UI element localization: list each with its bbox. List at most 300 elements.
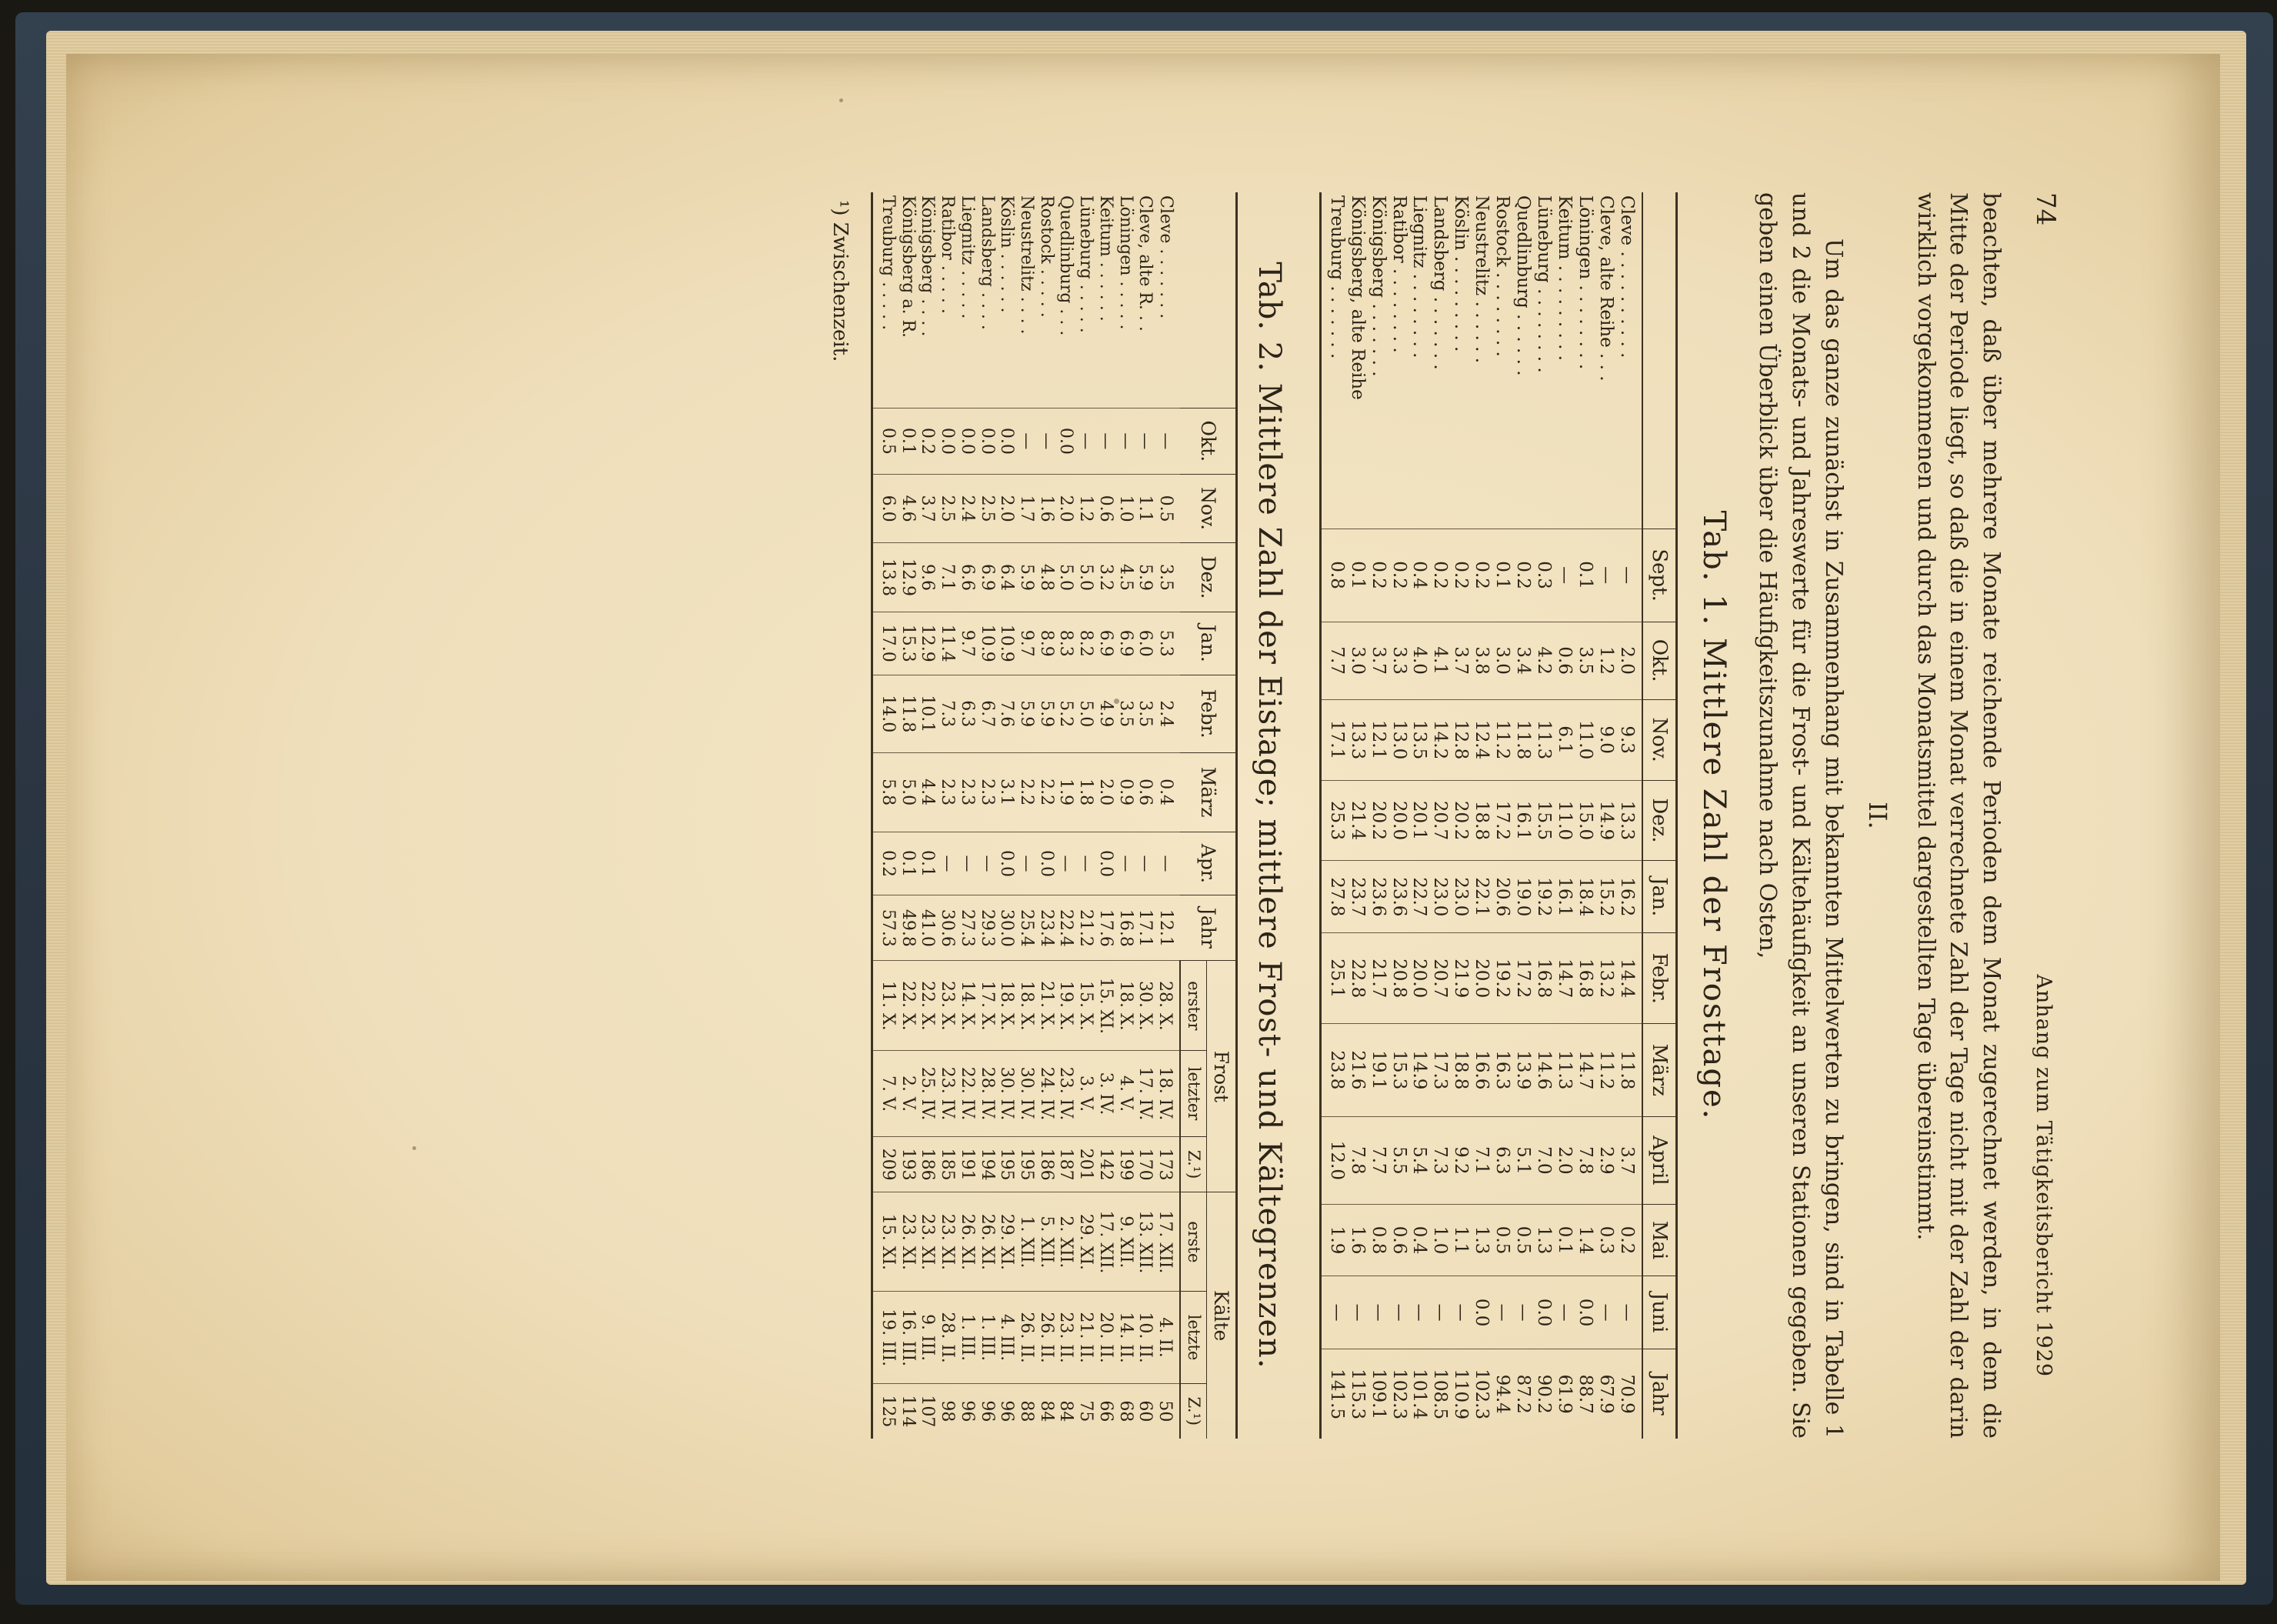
station-name: Keitum . . . . . . . . . xyxy=(1554,195,1575,361)
table-cell: — xyxy=(1450,1276,1471,1349)
table-cell: 10.9 xyxy=(977,612,997,675)
table-cell: — xyxy=(1056,832,1076,895)
table-cell: 0.3 xyxy=(1533,529,1554,622)
table-cell: 22. IV. xyxy=(957,1051,977,1137)
table-cell: 19.2 xyxy=(1533,861,1554,933)
table-cell: 0.0 xyxy=(1575,1276,1595,1349)
table-cell: 84 xyxy=(1056,1383,1076,1439)
station-name: Neustrelitz . . . . . . xyxy=(1472,195,1492,364)
table-cell: 11.4 xyxy=(937,612,957,675)
table-cell: 8.3 xyxy=(1056,612,1076,675)
table-cell: — xyxy=(1155,408,1180,474)
table-row xyxy=(1429,192,1450,1439)
table-cell: 2.4 xyxy=(957,474,977,542)
table-row xyxy=(1347,192,1368,1439)
table-cell: 29. XI. xyxy=(1075,1192,1095,1292)
table-cell: — xyxy=(1095,408,1115,474)
table-cell: 187 xyxy=(1056,1136,1076,1192)
table2-month-header: Okt. xyxy=(1180,408,1236,474)
table-cell: 6.3 xyxy=(957,675,977,752)
table-cell: 3.5 xyxy=(1115,675,1135,752)
table-cell: 23.0 xyxy=(1450,861,1471,933)
table-cell: 14.2 xyxy=(1429,699,1450,780)
table-cell: 23.4 xyxy=(1036,895,1056,961)
table-row xyxy=(1554,192,1575,1439)
table-cell: 19.0 xyxy=(1512,861,1533,933)
table-cell: 15.3 xyxy=(898,612,918,675)
page-number: 74 xyxy=(2030,192,2061,226)
table-cell: 17.2 xyxy=(1492,780,1512,861)
table-cell: 0.0 xyxy=(997,832,1017,895)
table-cell: 30.0 xyxy=(997,895,1017,961)
table-cell: 13. XII. xyxy=(1135,1192,1155,1292)
table-cell: — xyxy=(937,832,957,895)
table-cell: 110.9 xyxy=(1450,1349,1471,1439)
table-cell: 14.6 xyxy=(1533,1024,1554,1116)
table-cell: 13.0 xyxy=(1389,699,1409,780)
table-cell: 20.6 xyxy=(1492,861,1512,933)
table-cell: 3. IV. xyxy=(1095,1051,1115,1137)
table-cell: 173 xyxy=(1155,1136,1180,1192)
table1-header: Febr. xyxy=(1642,933,1677,1024)
table-cell: 0.6 xyxy=(1095,474,1115,542)
table-cell: 18.4 xyxy=(1575,861,1595,933)
table-cell: 191 xyxy=(957,1136,977,1192)
table-cell: 14.0 xyxy=(872,675,898,752)
table-cell: 2.2 xyxy=(1036,752,1056,832)
table1-header: Sept. xyxy=(1642,529,1677,622)
table-cell: 186 xyxy=(918,1136,938,1192)
table-cell: 26. II. xyxy=(1036,1292,1056,1383)
table-cell: 21.2 xyxy=(1075,895,1095,961)
table-cell: 1.4 xyxy=(1575,1205,1595,1276)
table-cell: 0.1 xyxy=(1492,529,1512,622)
table-cell: 2.0 xyxy=(997,474,1017,542)
station-name: Ratibor . . . . . xyxy=(938,195,958,314)
table-cell: 19.1 xyxy=(1368,1024,1389,1116)
table-cell: 21.6 xyxy=(1347,1024,1368,1116)
table-cell: 84 xyxy=(1036,1383,1056,1439)
table-cell: 1.2 xyxy=(1075,474,1095,542)
table-row xyxy=(937,192,957,1439)
table-cell: 14.9 xyxy=(1409,1024,1430,1116)
table-cell: 115.3 xyxy=(1347,1349,1368,1439)
table-cell: 141.5 xyxy=(1320,1349,1346,1439)
table-cell: 18. X. xyxy=(1115,961,1135,1051)
table-row xyxy=(918,192,938,1439)
table-cell: 57.3 xyxy=(872,895,898,961)
table-cell: 5.1 xyxy=(1512,1116,1533,1205)
table-cell: 3.2 xyxy=(1095,543,1115,612)
table-cell: 199 xyxy=(1115,1136,1135,1192)
table-cell: — xyxy=(1135,832,1155,895)
table-cell: 5.9 xyxy=(1016,543,1036,612)
station-name: Löningen . . . . . xyxy=(1115,195,1135,330)
table-cell: 25.3 xyxy=(1320,780,1346,861)
table-cell: 0.0 xyxy=(1036,832,1056,895)
table-cell: 17. XII. xyxy=(1155,1192,1180,1292)
table-cell: 67.9 xyxy=(1595,1349,1616,1439)
table-cell: — xyxy=(957,832,977,895)
station-name: Liegnitz . . . . . xyxy=(957,195,977,319)
station-name: Löningen . . . . . . . . xyxy=(1575,195,1595,370)
table-cell: 3.3 xyxy=(1389,622,1409,699)
table-cell: 26. II. xyxy=(1016,1292,1036,1383)
frost-header: Frost xyxy=(1206,961,1236,1192)
table-cell: 17.1 xyxy=(1135,895,1155,961)
table-row xyxy=(1155,192,1180,1439)
table-cell: 0.6 xyxy=(1554,622,1575,699)
table-cell: — xyxy=(1409,1276,1430,1349)
table-cell: 30. IV. xyxy=(997,1051,1017,1137)
table-cell: 2.0 xyxy=(1056,474,1076,542)
table-cell: 13.5 xyxy=(1409,699,1430,780)
table-cell: 12.1 xyxy=(1155,895,1180,961)
table-cell: 1.2 xyxy=(1595,622,1616,699)
table-cell: 15.0 xyxy=(1575,780,1595,861)
table-cell: 1.1 xyxy=(1450,1205,1471,1276)
table-cell: 10. II. xyxy=(1135,1292,1155,1383)
table-cell: 3.7 xyxy=(1368,622,1389,699)
table-cell: 125 xyxy=(872,1383,898,1439)
table-cell: 9.7 xyxy=(1016,612,1036,675)
frost-subheader: letzter xyxy=(1180,1051,1206,1137)
table-cell: 68 xyxy=(1115,1383,1135,1439)
frost-subheader: erster xyxy=(1180,961,1206,1051)
table-row xyxy=(1135,192,1155,1439)
table-cell: 16. III. xyxy=(898,1292,918,1383)
table-cell: 20.2 xyxy=(1450,780,1471,861)
table1-header: April xyxy=(1642,1116,1677,1205)
table-cell: 19. X. xyxy=(1056,961,1076,1051)
table-cell: 186 xyxy=(1036,1136,1056,1192)
table-cell: 23. IV. xyxy=(1056,1051,1076,1137)
running-head xyxy=(2027,192,2064,1439)
table-cell: 16.1 xyxy=(1554,861,1575,933)
table-cell: 9. III. xyxy=(918,1292,938,1383)
table-cell: 3.5 xyxy=(1575,622,1595,699)
table-cell: 23.6 xyxy=(1389,861,1409,933)
table-cell: 0.2 xyxy=(1450,529,1471,622)
station-name: Cleve, alte R. . . xyxy=(1135,195,1155,332)
table-row xyxy=(1075,192,1095,1439)
table-cell: 15. XI. xyxy=(1095,961,1115,1051)
table-cell: 19. III. xyxy=(872,1292,898,1383)
table-cell: 0.6 xyxy=(1135,752,1155,832)
table-cell: 29.3 xyxy=(977,895,997,961)
kaelte-subheader: letzte xyxy=(1180,1292,1206,1383)
table-cell: 6.9 xyxy=(977,543,997,612)
table-cell: 66 xyxy=(1095,1383,1115,1439)
table-cell: 4.9 xyxy=(1095,675,1115,752)
table-row xyxy=(1512,192,1533,1439)
table-cell: 60 xyxy=(1135,1383,1155,1439)
table-cell: 6.4 xyxy=(997,543,1017,612)
table-cell: 17.1 xyxy=(1320,699,1346,780)
table-cell: 21. II. xyxy=(1075,1292,1095,1383)
table-cell: — xyxy=(1036,408,1056,474)
table-cell: 0.2 xyxy=(872,832,898,895)
station-name: Königsberg a. R. xyxy=(898,195,918,338)
table-cell: 23. X. xyxy=(937,961,957,1051)
table-cell: — xyxy=(1347,1276,1368,1349)
table-cell: 194 xyxy=(977,1136,997,1192)
table-cell: 20.1 xyxy=(1409,780,1430,861)
table-row xyxy=(1095,192,1115,1439)
table-cell: 22.7 xyxy=(1409,861,1430,933)
station-name: Königsberg, alte Reihe xyxy=(1347,195,1368,400)
table-cell: 20.7 xyxy=(1429,933,1450,1024)
table-cell: 15.2 xyxy=(1595,861,1616,933)
table-cell: 11. X. xyxy=(872,961,898,1051)
table-cell: 2.0 xyxy=(1616,622,1642,699)
table-row xyxy=(1595,192,1616,1439)
table-cell: — xyxy=(1368,1276,1389,1349)
table-cell: 3.7 xyxy=(1616,1116,1642,1205)
table-cell: 0.2 xyxy=(1471,529,1492,622)
table-cell: 15. X. xyxy=(1075,961,1095,1051)
table-cell: 27.8 xyxy=(1320,861,1346,933)
table-cell: 2. V. xyxy=(898,1051,918,1137)
table-cell: 12.1 xyxy=(1368,699,1389,780)
table-cell: 13.3 xyxy=(1347,699,1368,780)
table2-caption: Tab. 2. Mittlere Zahl der Eistage; mittlere Frost- und Kältegrenzen. xyxy=(1251,262,1287,1369)
station-name: Keitum . . . . . . xyxy=(1095,195,1115,322)
table-cell: 23. II. xyxy=(1056,1292,1076,1383)
table-cell: 30. X. xyxy=(1135,961,1155,1051)
table-cell: 27.3 xyxy=(957,895,977,961)
table-cell: 102.3 xyxy=(1471,1349,1492,1439)
table-cell: 6.0 xyxy=(872,474,898,542)
table-cell: — xyxy=(977,832,997,895)
table-cell: 22. X. xyxy=(918,961,938,1051)
table-cell: 23.8 xyxy=(1320,1024,1346,1116)
table-cell: 21. X. xyxy=(1036,961,1056,1051)
table-cell: 1.8 xyxy=(1075,752,1095,832)
table-row xyxy=(1616,192,1642,1439)
table-row xyxy=(1450,192,1471,1439)
table-cell: — xyxy=(1492,1276,1512,1349)
table-cell: 6.1 xyxy=(1554,699,1575,780)
table-cell: 0.1 xyxy=(1575,529,1595,622)
table-cell: 7.7 xyxy=(1320,622,1346,699)
table-cell: 16.8 xyxy=(1115,895,1135,961)
station-name: Cleve . . . . . . . xyxy=(1155,195,1175,319)
table-cell: 9.0 xyxy=(1595,699,1616,780)
table1-header xyxy=(1642,192,1677,529)
table-cell: 0.0 xyxy=(957,408,977,474)
table-cell: 4. II. xyxy=(1155,1292,1180,1383)
table-cell: 0.8 xyxy=(1368,1205,1389,1276)
table-cell: 1.9 xyxy=(1320,1205,1346,1276)
table-cell: 21.7 xyxy=(1368,933,1389,1024)
table2-month-header: Jan. xyxy=(1180,612,1236,675)
table2-month-header: März xyxy=(1180,752,1236,832)
table-row xyxy=(957,192,977,1439)
frost-days-table xyxy=(1319,192,1678,1439)
table-cell: 3. V. xyxy=(1075,1051,1095,1137)
table-cell: 5.0 xyxy=(1075,543,1095,612)
station-name: Ratibor . . . . . . . . xyxy=(1389,195,1409,353)
table-cell: 23. XI. xyxy=(898,1192,918,1292)
section-paragraph: Um das ganze zunächst in Zusammenhang mit bekannten Mittelwerten zu bringen, sind in Tabelle 1 und 2 die Monats- und Jahreswerte für die Frost- und Kältehäufigkeit an unseren Stationen gegeben. Sie geben einen Überblick über die Häufigkeitszunahme nach Osten, xyxy=(1754,192,1847,1439)
table-row xyxy=(1471,192,1492,1439)
table-cell: 195 xyxy=(1016,1136,1036,1192)
table-cell: 3.4 xyxy=(1512,622,1533,699)
table-cell: 12.8 xyxy=(1450,699,1471,780)
table-cell: 15. XI. xyxy=(872,1192,898,1292)
table-cell: 26. XI. xyxy=(977,1192,997,1292)
table-cell: — xyxy=(1115,832,1135,895)
table-cell: 0.0 xyxy=(1095,832,1115,895)
table-cell: 108.5 xyxy=(1429,1349,1450,1439)
table-cell: 209 xyxy=(872,1136,898,1192)
table-cell: 4.5 xyxy=(1115,543,1135,612)
table-cell: 14. X. xyxy=(957,961,977,1051)
table-cell: 18.8 xyxy=(1471,780,1492,861)
table-row xyxy=(1056,192,1076,1439)
table-cell: 17. X. xyxy=(977,961,997,1051)
table-cell: 5.9 xyxy=(1036,675,1056,752)
table-cell: 7.3 xyxy=(1429,1116,1450,1205)
table-cell: 7. V. xyxy=(872,1051,898,1137)
table-cell: 17.0 xyxy=(872,612,898,675)
table-cell: 29. XI. xyxy=(997,1192,1017,1292)
table-cell: 170 xyxy=(1135,1136,1155,1192)
table-cell: — xyxy=(1155,832,1180,895)
table-cell: — xyxy=(1320,1276,1346,1349)
table-cell: 8.9 xyxy=(1036,612,1056,675)
table-cell: 193 xyxy=(898,1136,918,1192)
table-cell: 88 xyxy=(1016,1383,1036,1439)
table-cell: 20.0 xyxy=(1471,933,1492,1024)
table-cell: 6.3 xyxy=(1492,1116,1512,1205)
kaelte-subheader: erste xyxy=(1180,1192,1206,1292)
table-cell: 1.0 xyxy=(1429,1205,1450,1276)
table-cell: 101.4 xyxy=(1409,1349,1430,1439)
table-cell: 15.3 xyxy=(1389,1024,1409,1116)
station-name: Köslin . . . . . . xyxy=(997,195,1017,313)
table-cell: 13.8 xyxy=(872,543,898,612)
table-cell: 96 xyxy=(997,1383,1017,1439)
table-cell: 23. IV. xyxy=(937,1051,957,1137)
table-cell: 96 xyxy=(957,1383,977,1439)
table-cell: 11.2 xyxy=(1595,1024,1616,1116)
table-cell: — xyxy=(1075,408,1095,474)
table-cell: 17.2 xyxy=(1512,933,1533,1024)
table-cell: 20.2 xyxy=(1368,780,1389,861)
table-cell: 6.6 xyxy=(957,543,977,612)
station-name: Königsberg . . . . xyxy=(918,195,938,337)
table-cell: 0.3 xyxy=(1595,1205,1616,1276)
table-cell: 1.0 xyxy=(1115,474,1135,542)
table-cell: 3.8 xyxy=(1471,622,1492,699)
table-cell: 5.0 xyxy=(1075,675,1095,752)
table-cell: 23.6 xyxy=(1368,861,1389,933)
table-cell: 7.1 xyxy=(1471,1116,1492,1205)
table-cell: 2.3 xyxy=(937,752,957,832)
table-cell: 2.4 xyxy=(1155,675,1180,752)
table-cell: 5. XII. xyxy=(1036,1192,1056,1292)
station-name: Quedlinburg . . . . . . xyxy=(1513,195,1533,376)
table2-month-header: Nov. xyxy=(1180,474,1236,542)
table-cell: 0.8 xyxy=(1320,529,1346,622)
table-cell: — xyxy=(1389,1276,1409,1349)
table1-header: Jahr xyxy=(1642,1349,1677,1439)
table-row xyxy=(898,192,918,1439)
table2-month-header: Jahr xyxy=(1180,895,1236,961)
table-cell: 17.3 xyxy=(1429,1024,1450,1116)
table2-month-header: Dez. xyxy=(1180,543,1236,612)
table-cell: 1.1 xyxy=(1135,474,1155,542)
table-cell: 16.2 xyxy=(1616,861,1642,933)
table-cell: 4.8 xyxy=(1036,543,1056,612)
table-cell: 26. XI. xyxy=(957,1192,977,1292)
table-cell: 4.6 xyxy=(898,474,918,542)
table-cell: 49.8 xyxy=(898,895,918,961)
table-cell: 19.2 xyxy=(1492,933,1512,1024)
table-cell: 4. III. xyxy=(997,1292,1017,1383)
table-cell: 11.8 xyxy=(1512,699,1533,780)
table-cell: 7.7 xyxy=(1368,1116,1389,1205)
station-name: Cleve . . . . . . . . . . xyxy=(1616,195,1637,358)
table-cell: 50 xyxy=(1155,1383,1180,1439)
table-cell: 10.1 xyxy=(918,675,938,752)
table-cell: 3.5 xyxy=(1135,675,1155,752)
station-name: Köslin . . . . . . . . . xyxy=(1451,195,1472,352)
table-cell: 4.1 xyxy=(1429,622,1450,699)
table1-header: Jan. xyxy=(1642,861,1677,933)
table-row xyxy=(1575,192,1595,1439)
table-cell: 11.8 xyxy=(898,675,918,752)
page-content xyxy=(218,192,2064,1439)
table1-header: Juni xyxy=(1642,1276,1677,1349)
table-cell: 9. XII. xyxy=(1115,1192,1135,1292)
table-cell: 8.2 xyxy=(1075,612,1095,675)
table-row xyxy=(872,192,898,1439)
table-cell: — xyxy=(1016,832,1036,895)
table-cell: 7.6 xyxy=(997,675,1017,752)
table1-header: März xyxy=(1642,1024,1677,1116)
table-cell: 17. XII. xyxy=(1095,1192,1115,1292)
running-head-title: Anhang zum Tätigkeitsbericht 1929 xyxy=(2032,974,2055,1377)
table-cell: 12.9 xyxy=(918,612,938,675)
table-cell: 1.7 xyxy=(1016,474,1036,542)
section-number: II. xyxy=(1862,802,1892,829)
table-cell: 0.0 xyxy=(1056,408,1076,474)
table-cell: 9.3 xyxy=(1616,699,1642,780)
table-cell: 13.9 xyxy=(1512,1024,1533,1116)
table-cell: 0.0 xyxy=(937,408,957,474)
table-cell: 0.4 xyxy=(1409,529,1430,622)
table-cell: 18.8 xyxy=(1450,1024,1471,1116)
table-cell: 30. IV. xyxy=(1016,1051,1036,1137)
table-cell: — xyxy=(1016,408,1036,474)
table-row xyxy=(977,192,997,1439)
table-cell: 0.0 xyxy=(997,408,1017,474)
table-cell: 1.6 xyxy=(1036,474,1056,542)
table-cell: 201 xyxy=(1075,1136,1095,1192)
table-cell: 0.0 xyxy=(1471,1276,1492,1349)
table-cell: 1. XII. xyxy=(1016,1192,1036,1292)
table-cell: 28. IV. xyxy=(977,1051,997,1137)
table-cell: 75 xyxy=(1075,1383,1095,1439)
kaelte-subheader: Z.¹) xyxy=(1180,1383,1206,1439)
station-name: Lüneburg . . . . . xyxy=(1076,195,1096,333)
table-cell: 3.0 xyxy=(1492,622,1512,699)
table-cell: — xyxy=(1075,832,1095,895)
table-cell: — xyxy=(1616,529,1642,622)
